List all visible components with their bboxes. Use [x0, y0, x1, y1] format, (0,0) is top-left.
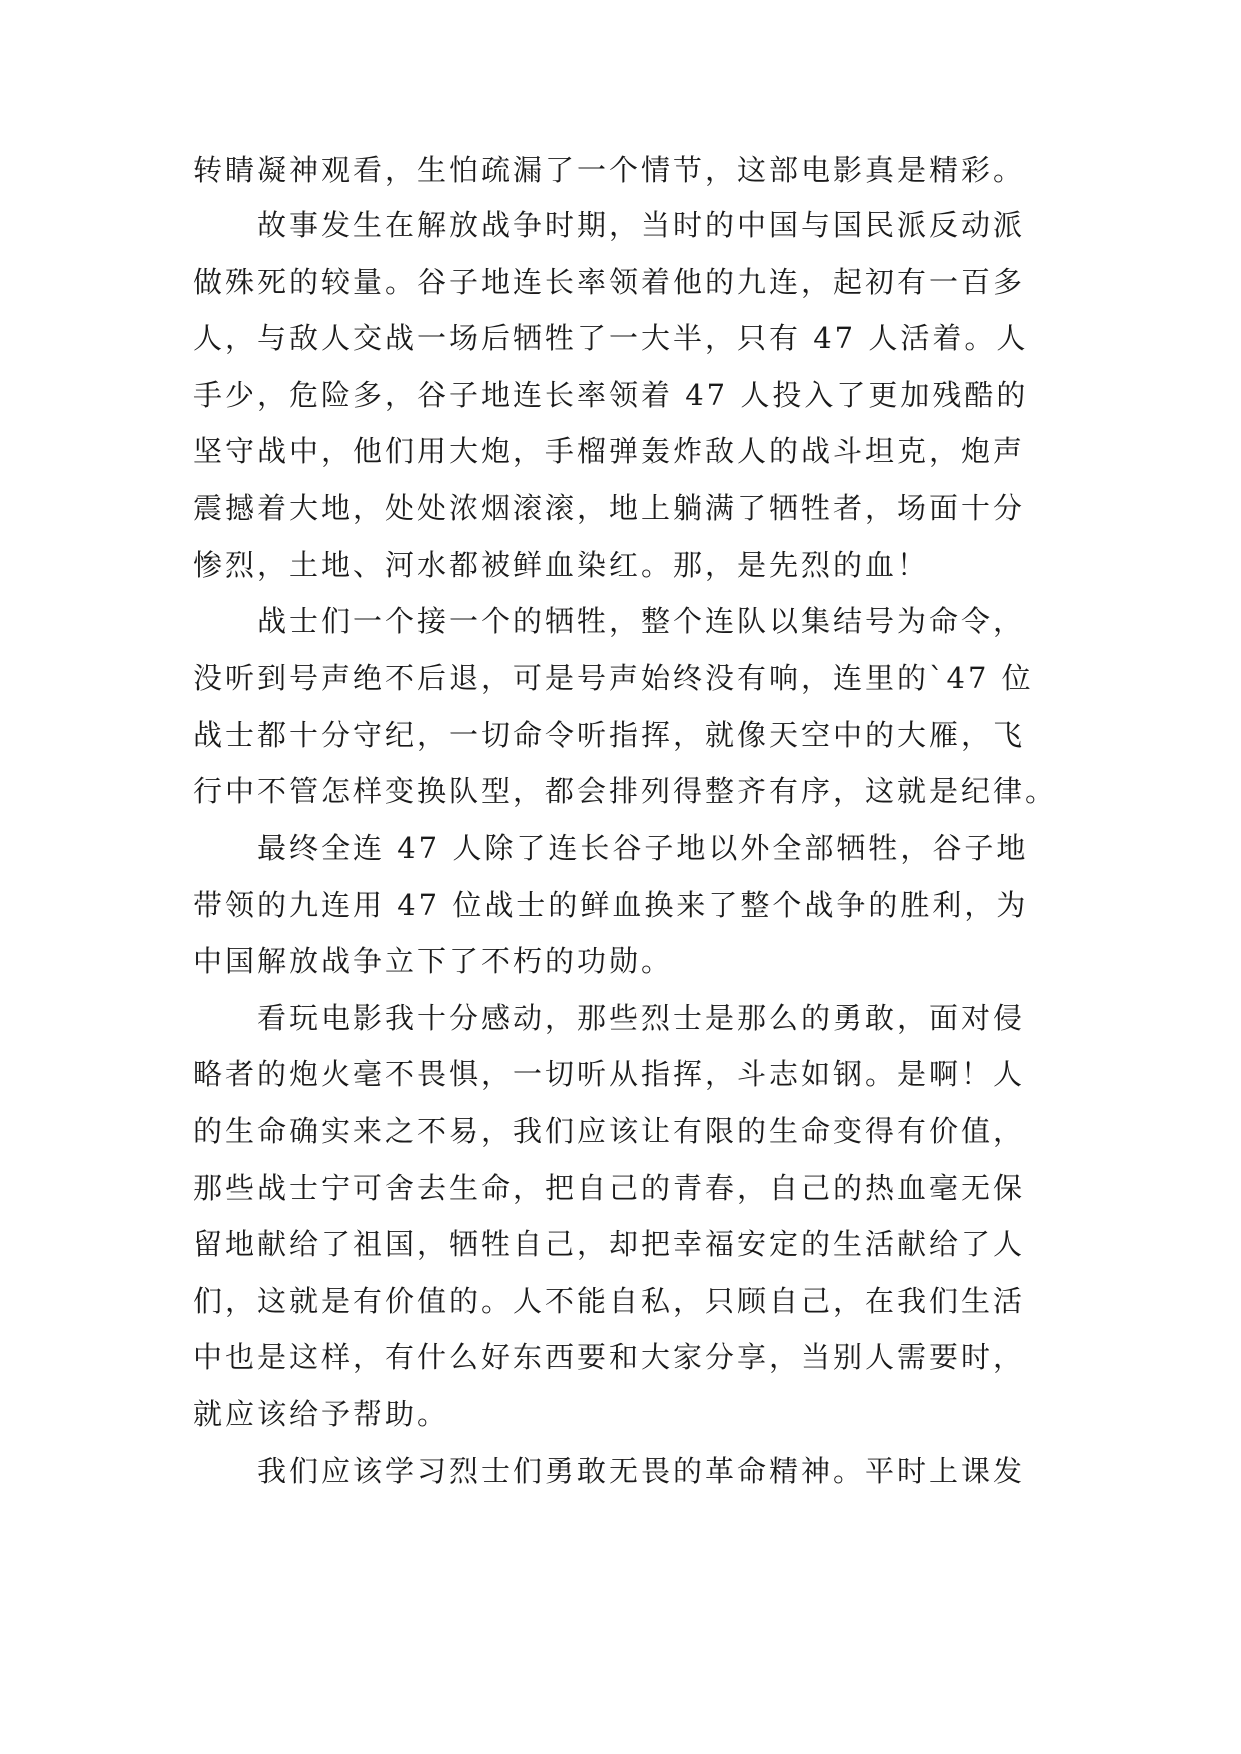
text-line: 中也是这样，有什么好东西要和大家分享，当别人需要时，	[193, 1340, 1026, 1374]
text-line: 留地献给了祖国，牺牲自己，却把幸福安定的生活献给了人	[193, 1227, 1026, 1261]
text-line: 行中不管怎样变换队型，都会排列得整齐有序，这就是纪律。	[193, 774, 1058, 808]
text-line: 带领的九连用 47 位战士的鲜血换来了整个战争的胜利，为	[193, 888, 1029, 922]
paragraph-first-line: 故事发生在解放战争时期，当时的中国与国民派反动派	[257, 208, 1026, 242]
paragraph-first-line: 看玩电影我十分感动，那些烈士是那么的勇敢，面对侵	[257, 1001, 1026, 1035]
text-line: 那些战士宁可舍去生命，把自己的青春，自己的热血毫无保	[193, 1171, 1026, 1205]
text-line: 略者的炮火毫不畏惧，一切听从指挥，斗志如钢。是啊！人	[193, 1057, 1026, 1091]
text-line: 没听到号声绝不后退，可是号声始终没有响，连里的`47 位	[193, 661, 1034, 695]
text-line: 战士都十分守纪，一切命令听指挥，就像天空中的大雁，飞	[193, 718, 1026, 752]
text-line: 坚守战中，他们用大炮，手榴弹轰炸敌人的战斗坦克，炮声	[193, 434, 1026, 468]
text-line: 转睛凝神观看，生怕疏漏了一个情节，这部电影真是精彩。	[193, 153, 1026, 187]
paragraph-first-line: 战士们一个接一个的牺牲，整个连队以集结号为命令，	[257, 604, 1026, 638]
text-line: 做殊死的较量。谷子地连长率领着他的九连，起初有一百多	[193, 265, 1026, 299]
text-line: 人，与敌人交战一场后牺牲了一大半，只有 47 人活着。人	[193, 321, 1029, 355]
text-line: 惨烈，土地、河水都被鲜血染红。那，是先烈的血！	[193, 548, 930, 582]
text-line: 的生命确实来之不易，我们应该让有限的生命变得有价值，	[193, 1114, 1026, 1148]
text-line: 震撼着大地，处处浓烟滚滚，地上躺满了牺牲者，场面十分	[193, 491, 1026, 525]
text-line: 就应该给予帮助。	[193, 1397, 450, 1431]
text-line: 手少，危险多，谷子地连长率领着 47 人投入了更加残酷的	[193, 378, 1029, 412]
text-line: 们，这就是有价值的。人不能自私，只顾自己，在我们生活	[193, 1284, 1026, 1318]
text-line: 中国解放战争立下了不朽的功勋。	[193, 944, 674, 978]
paragraph-first-line: 我们应该学习烈士们勇敢无畏的革命精神。平时上课发	[257, 1454, 1026, 1488]
paragraph-first-line: 最终全连 47 人除了连长谷子地以外全部牺牲，谷子地	[257, 831, 1029, 865]
